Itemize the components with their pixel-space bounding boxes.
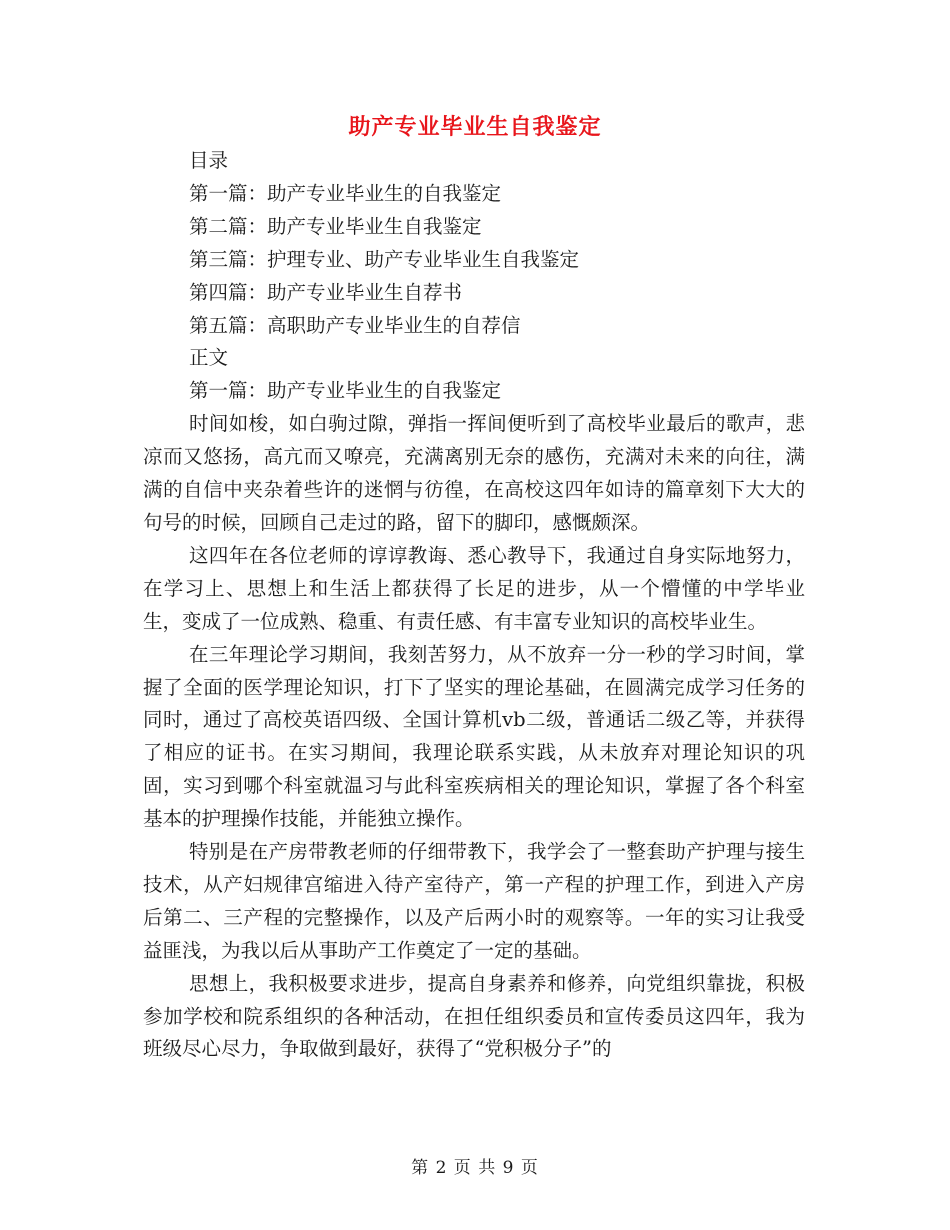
page-number: 第 2 页 共 9 页 [411,1158,539,1178]
body-paragraph: 时间如梭，如白驹过隙，弹指一挥间便听到了高校毕业最后的歌声，悲凉而又悠扬，高亢而又嘹亮，充满离别无奈的感伤，充满对未来的向往，满满的自信中夹杂着些许的迷惘与彷徨，在高校这四年如诗的篇章刻下大大的句号的时候，回顾自己走过的路，留下的脚印，感慨颇深。 [143,412,805,534]
toc-item: 第二篇：助产专业毕业生自我鉴定 [189,214,482,238]
body-paragraph: 特别是在产房带教老师的仔细带教下，我学会了一整套助产护理与接生技术，从产妇规律宫缩进入待产室待产，第一产程的护理工作，到进入产房后第二、三产程的完整操作，以及产后两小时的观察等。一年的实习让我受益匪浅，为我以后从事助产工作奠定了一定的基础。 [143,840,805,962]
body-paragraph: 在三年理论学习期间，我刻苦努力，从不放弃一分一秒的学习时间，掌握了全面的医学理论知识，打下了坚实的理论基础，在圆满完成学习任务的同时，通过了高校英语四级、全国计算机vb二级，普通话二级乙等，并获得了相应的证书。在实习期间，我理论联系实践，从未放弃对理论知识的巩固，实习到哪个科室就温习与此科室疾病相关的理论知识，掌握了各个科室基本的护理操作技能，并能独立操作。 [143,642,805,831]
body-paragraph: 这四年在各位老师的谆谆教诲、悉心教导下，我通过自身实际地努力，在学习上、思想上和生活上都获得了长足的进步，从一个懵懂的中学毕业生，变成了一位成熟、稳重、有责任感、有丰富专业知识的高校毕业生。 [143,543,805,633]
document-title: 助产专业毕业生自我鉴定 [348,115,602,140]
body-heading: 正文 [189,346,229,370]
document-content [143,145,805,1066]
toc-item: 第三篇：护理专业、助产专业毕业生自我鉴定 [189,247,580,271]
toc-item: 第一篇：助产专业毕业生的自我鉴定 [189,181,502,205]
toc-heading: 目录 [189,149,229,172]
toc-item: 第五篇：高职助产专业毕业生的自荐信 [189,313,521,337]
body-paragraph: 思想上，我积极要求进步，提高自身素养和修养，向党组织靠拢，积极参加学校和院系组织的各种活动，在担任组织委员和宣传委员这四年，我为班级尽心尽力，争取做到最好，获得了“党积极分子”的 [143,971,805,1061]
toc-item: 第四篇：助产专业毕业生自荐书 [189,280,463,304]
section-title: 第一篇：助产专业毕业生的自我鉴定 [189,379,502,403]
